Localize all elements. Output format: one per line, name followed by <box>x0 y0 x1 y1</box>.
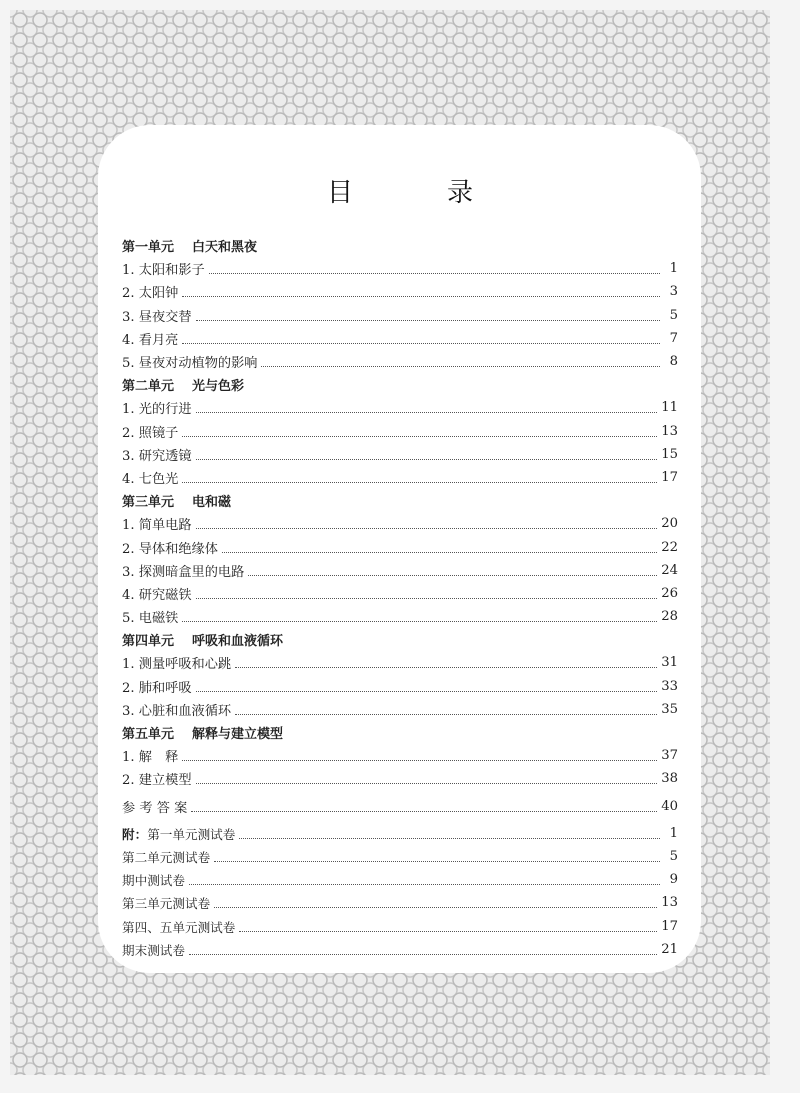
page-number: 38 <box>661 771 678 787</box>
appendix-label: 第一单元测试卷 <box>147 826 236 842</box>
entry-label: 2. 太阳钟 <box>122 286 179 302</box>
page-number: 11 <box>661 400 678 416</box>
toc-entry[interactable] <box>122 744 678 767</box>
appendix-entry[interactable] <box>122 822 678 845</box>
appendix-entry[interactable] <box>122 845 678 868</box>
unit-heading[interactable] <box>122 234 678 257</box>
entry-label: 期中测试卷 <box>122 873 185 889</box>
unit-name: 白天和黑夜 <box>192 240 258 256</box>
toc-entry[interactable] <box>122 559 678 582</box>
dot-leader <box>214 893 657 908</box>
dot-leader <box>222 538 657 553</box>
toc-entry[interactable] <box>122 651 678 674</box>
entry-label: 2. 肺和呼吸 <box>122 680 192 696</box>
page-number: 15 <box>661 446 678 462</box>
unit-number: 第二单元 <box>122 379 175 395</box>
entry-label: 2. 建立模型 <box>122 773 192 789</box>
unit-name: 电和磁 <box>192 495 232 511</box>
toc-entry[interactable] <box>122 280 678 303</box>
entry-label: 参 考 答 案 <box>122 800 188 816</box>
toc-entry[interactable] <box>122 327 678 350</box>
page-number: 35 <box>661 701 678 717</box>
appendix-entry[interactable] <box>122 938 678 961</box>
unit-heading[interactable] <box>122 373 678 396</box>
entry-label: 第三单元测试卷 <box>122 896 211 912</box>
toc-entry[interactable] <box>122 350 678 373</box>
dot-leader <box>182 329 660 344</box>
dot-leader <box>191 797 657 812</box>
entry-label: 2. 导体和绝缘体 <box>122 541 218 557</box>
entry-label: 4. 研究磁铁 <box>122 587 192 603</box>
table-of-contents <box>122 234 678 961</box>
dot-leader <box>189 940 657 955</box>
unit-heading[interactable] <box>122 721 678 744</box>
page-number: 1 <box>669 261 678 277</box>
dot-leader <box>196 398 658 413</box>
unit-heading[interactable] <box>122 489 678 512</box>
page-number: 17 <box>661 918 678 934</box>
dot-leader <box>261 352 660 367</box>
entry-label: 第四、五单元测试卷 <box>122 919 236 935</box>
dot-leader <box>182 468 657 483</box>
dot-leader <box>196 514 658 529</box>
unit-name: 解释与建立模型 <box>192 727 284 743</box>
page-number: 5 <box>669 848 678 864</box>
entry-label: 1. 简单电路 <box>122 518 192 534</box>
toc-entry[interactable] <box>122 396 678 419</box>
appendix-entry[interactable] <box>122 914 678 937</box>
toc-entry[interactable] <box>122 535 678 558</box>
page-number: 5 <box>669 307 678 323</box>
unit-heading[interactable] <box>122 628 678 651</box>
dot-leader <box>189 870 660 885</box>
dot-leader <box>235 700 657 715</box>
page-number: 26 <box>661 585 678 601</box>
page-number: 1 <box>669 825 678 841</box>
page-number: 33 <box>661 678 678 694</box>
entry-label: 3. 研究透镜 <box>122 448 192 464</box>
appendix-entry[interactable] <box>122 891 678 914</box>
toc-entry[interactable] <box>122 605 678 628</box>
dot-leader <box>196 445 658 460</box>
toc-entry[interactable] <box>122 512 678 535</box>
page-number: 37 <box>661 748 678 764</box>
dot-leader <box>235 653 657 668</box>
toc-entry[interactable] <box>122 767 678 790</box>
entry-label: 3. 探测暗盒里的电路 <box>122 564 245 580</box>
dot-leader <box>196 677 658 692</box>
entry-label: 2. 照镜子 <box>122 425 179 441</box>
dot-leader <box>239 917 657 932</box>
entry-label: 4. 七色光 <box>122 471 179 487</box>
page-number: 22 <box>661 539 678 555</box>
page-number: 20 <box>661 516 678 532</box>
dot-leader <box>182 282 660 297</box>
entry-label: 5. 昼夜对动植物的影响 <box>122 356 258 372</box>
toc-entry[interactable] <box>122 582 678 605</box>
unit-name: 光与色彩 <box>192 379 245 395</box>
dot-leader <box>182 746 657 761</box>
entry-label: 1. 光的行进 <box>122 402 192 418</box>
dot-leader <box>196 306 660 321</box>
page-number: 7 <box>669 330 678 346</box>
toc-entry[interactable] <box>122 466 678 489</box>
page-number: 31 <box>661 655 678 671</box>
page-number: 13 <box>661 895 678 911</box>
page-number: 40 <box>661 798 678 814</box>
dot-leader <box>196 769 658 784</box>
dot-leader <box>239 824 660 839</box>
entry-label: 3. 昼夜交替 <box>122 309 192 325</box>
unit-number: 第四单元 <box>122 634 175 650</box>
page-number: 3 <box>669 284 678 300</box>
page-number: 13 <box>661 423 678 439</box>
toc-entry[interactable] <box>122 698 678 721</box>
entry-label: 1. 解 释 <box>122 750 179 766</box>
unit-name: 呼吸和血液循环 <box>192 634 284 650</box>
page-number: 8 <box>669 354 678 370</box>
entry-label: 第二单元测试卷 <box>122 849 211 865</box>
entry-label: 期末测试卷 <box>122 942 185 958</box>
dot-leader <box>209 259 660 274</box>
page-number: 17 <box>661 469 678 485</box>
page-number: 21 <box>661 941 678 957</box>
page-title: 目 录 <box>326 178 507 208</box>
unit-number: 第五单元 <box>122 727 175 743</box>
dot-leader <box>196 584 658 599</box>
unit-number: 第三单元 <box>122 495 175 511</box>
dot-leader <box>214 847 660 862</box>
appendix-prefix: 附： <box>122 826 148 842</box>
entry-label: 1. 测量呼吸和心跳 <box>122 657 232 673</box>
entry-label: 3. 心脏和血液循环 <box>122 703 232 719</box>
page-number: 24 <box>661 562 678 578</box>
toc-entry[interactable] <box>122 420 678 443</box>
entry-label: 1. 太阳和影子 <box>122 263 205 279</box>
toc-entry[interactable] <box>122 304 678 327</box>
page-number: 28 <box>661 609 678 625</box>
entry-label: 4. 看月亮 <box>122 332 179 348</box>
entry-label: 5. 电磁铁 <box>122 611 179 627</box>
dot-leader <box>182 422 657 437</box>
toc-entry[interactable] <box>122 257 678 280</box>
answers-entry[interactable] <box>122 795 678 818</box>
toc-entry[interactable] <box>122 675 678 698</box>
appendix-entry[interactable] <box>122 868 678 891</box>
page-number: 9 <box>669 872 678 888</box>
entry-label <box>122 824 235 843</box>
dot-leader <box>248 561 657 576</box>
toc-entry[interactable] <box>122 443 678 466</box>
unit-number: 第一单元 <box>122 240 175 256</box>
dot-leader <box>182 607 657 622</box>
